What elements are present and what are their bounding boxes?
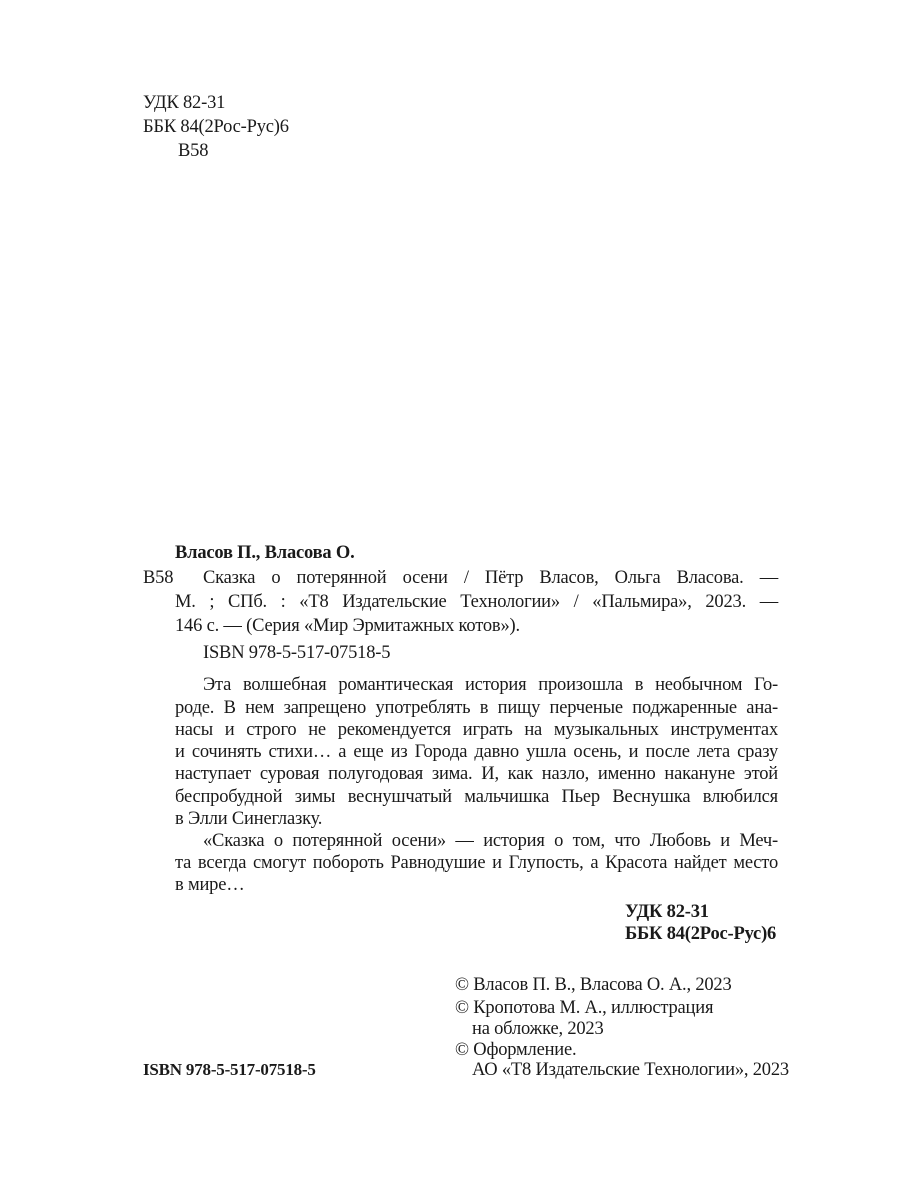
annotation-line: Эта волшебная романтическая история произошла в необычном Го- xyxy=(203,675,778,695)
footer-isbn: ISBN 978-5-517-07518-5 xyxy=(143,1060,316,1079)
header-udk: УДК 82-31 xyxy=(143,93,226,113)
record-isbn: ISBN 978-5-517-07518-5 xyxy=(203,643,391,663)
annotation-line: в Элли Синеглазку. xyxy=(175,809,323,829)
copyright-line: © Кропотова М. А., иллюстрация xyxy=(455,998,714,1018)
record-code: В58 xyxy=(143,568,174,588)
annotation-line: та всегда смогут побороть Равнодушие и Глупость, а Красота найдет место xyxy=(175,853,778,873)
copyright-line: © Власов П. В., Власова О. А., 2023 xyxy=(455,975,732,995)
header-bbk: ББК 84(2Рос-Рус)6 xyxy=(143,117,289,137)
annotation-line: «Сказка о потерянной осени» — история о том, что Любовь и Меч- xyxy=(203,831,778,851)
annotation-line: в мире… xyxy=(175,875,245,895)
record-line: М. ; СПб. : «Т8 Издательские Технологии» / «Пальмира», 2023. — xyxy=(175,592,778,612)
record-line: 146 с. — (Серия «Мир Эрмитажных котов»). xyxy=(175,616,520,636)
classification-udk: УДК 82-31 xyxy=(625,902,709,922)
annotation-line: и сочинять стихи… а еще из Города давно ушла осень, и после лета сразу xyxy=(175,742,778,762)
annotation-line: беспробудной зимы веснушчатый мальчишка Пьер Веснушка влюбился xyxy=(175,787,778,807)
record-line: Сказка о потерянной осени / Пётр Власов, Ольга Власова. — xyxy=(203,568,778,588)
copyright-line: на обложке, 2023 xyxy=(472,1019,604,1039)
annotation-line: наступает суровая полугодовая зима. И, как назло, именно накануне этой xyxy=(175,764,778,784)
annotation-line: роде. В нем запрещено употреблять в пищу перченые поджаренные ана- xyxy=(175,698,778,718)
classification-bbk: ББК 84(2Рос-Рус)6 xyxy=(625,924,777,944)
header-code: В58 xyxy=(178,141,209,161)
copyright-line: © Оформление. xyxy=(455,1040,577,1060)
record-authors: Власов П., Власова О. xyxy=(175,543,355,563)
annotation-line: насы и строго не рекомендуется играть на музыкальных инструментах xyxy=(175,720,778,740)
copyright-line: АО «Т8 Издательские Технологии», 2023 xyxy=(472,1060,789,1080)
